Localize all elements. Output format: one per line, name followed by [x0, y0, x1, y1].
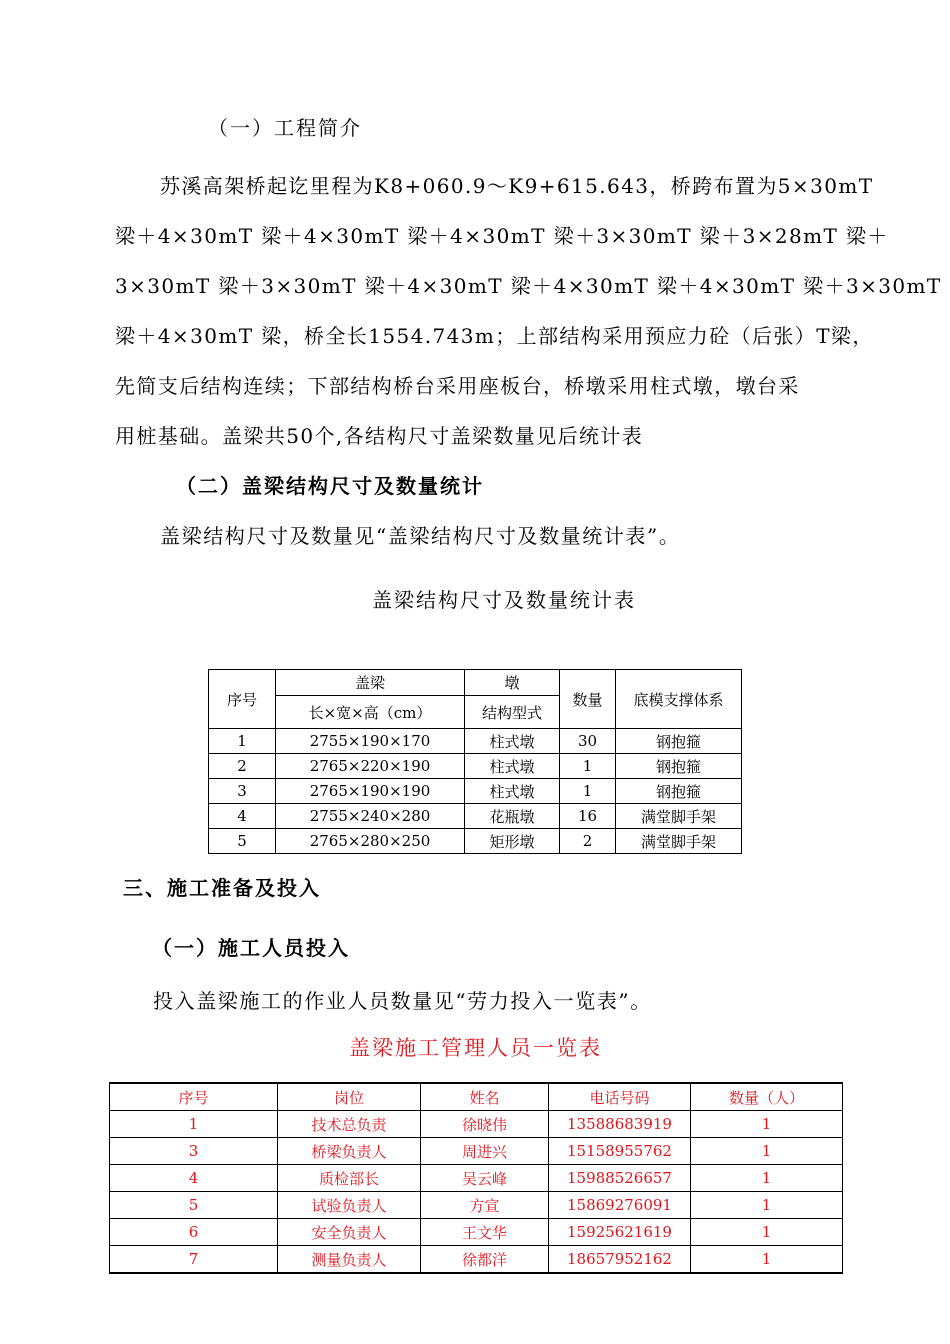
- beam-stats-intro: 盖梁结构尺寸及数量见“盖梁结构尺寸及数量统计表”。: [160, 524, 681, 548]
- table-row: [209, 804, 742, 829]
- header-beam: 盖梁: [276, 670, 465, 696]
- cell-pier: 花瓶墩: [465, 804, 560, 829]
- cell-size: 2755×190×170: [276, 729, 465, 754]
- table-row: [209, 779, 742, 804]
- cell-qty: 30: [560, 729, 616, 754]
- cell-phone: 18657952162: [549, 1246, 691, 1274]
- cell-qty: 1: [560, 779, 616, 804]
- personnel-table-title: 盖梁施工管理人员一览表: [349, 1036, 602, 1060]
- cell-pier: 矩形墩: [465, 829, 560, 854]
- cell-index: 2: [209, 754, 276, 779]
- cell-pier: 柱式墩: [465, 779, 560, 804]
- cell-size: 2765×280×250: [276, 829, 465, 854]
- table-row: [110, 1246, 843, 1274]
- beam-table-title: 盖梁结构尺寸及数量统计表: [372, 588, 636, 612]
- personnel-intro: 投入盖梁施工的作业人员数量见“劳力投入一览表”。: [153, 989, 652, 1013]
- cell-post: 技术总负责: [278, 1111, 421, 1138]
- table-header-row: [209, 670, 742, 696]
- header-phone: 电话号码: [549, 1083, 691, 1111]
- cell-count: 1: [691, 1246, 843, 1274]
- cell-support: 满堂脚手架: [616, 829, 742, 854]
- paragraph-line: 3×30mT 梁＋3×30mT 梁＋4×30mT 梁＋4×30mT 梁＋4×30mT 梁＋3×30mT: [115, 274, 942, 298]
- table-row: [209, 829, 742, 854]
- cell-qty: 16: [560, 804, 616, 829]
- cell-qty: 2: [560, 829, 616, 854]
- cell-size: 2765×220×190: [276, 754, 465, 779]
- cell-post: 安全负责人: [278, 1219, 421, 1246]
- header-name: 姓名: [421, 1083, 549, 1111]
- paragraph-line: 先简支后结构连续；下部结构桥台采用座板台，桥墩采用柱式墩，墩台采: [115, 374, 800, 398]
- header-support: 底模支撑体系: [616, 670, 742, 729]
- cell-index: 4: [110, 1165, 278, 1192]
- cell-post: 桥梁负责人: [278, 1138, 421, 1165]
- section-heading-beam-stats: （二）盖梁结构尺寸及数量统计: [176, 474, 484, 498]
- cell-post: 质检部长: [278, 1165, 421, 1192]
- table-row: [209, 729, 742, 754]
- paragraph-line: 苏溪高架桥起讫里程为K8+060.9～K9+615.643，桥跨布置为5×30mT: [160, 174, 874, 198]
- section-heading-project-intro: （一）工程简介: [208, 116, 362, 140]
- project-description: [115, 161, 942, 461]
- cell-support: 满堂脚手架: [616, 804, 742, 829]
- header-quantity: 数量: [560, 670, 616, 729]
- cell-index: 5: [209, 829, 276, 854]
- cell-phone: 15158955762: [549, 1138, 691, 1165]
- paragraph-line: 用桩基础。盖梁共50个,各结构尺寸盖梁数量见后统计表: [115, 424, 644, 448]
- header-index: 序号: [209, 670, 276, 729]
- paragraph-line: 梁＋4×30mT 梁，桥全长1554.743m；上部结构采用预应力砼（后张）T梁，: [115, 324, 874, 348]
- cell-qty: 1: [560, 754, 616, 779]
- table-row: [110, 1138, 843, 1165]
- cell-post: 测量负责人: [278, 1246, 421, 1274]
- cell-index: 1: [209, 729, 276, 754]
- beam-stats-table: [208, 669, 742, 854]
- cell-count: 1: [691, 1192, 843, 1219]
- paragraph-line: 梁＋4×30mT 梁＋4×30mT 梁＋4×30mT 梁＋3×30mT 梁＋3×28mT 梁＋: [115, 224, 889, 248]
- header-post: 岗位: [278, 1083, 421, 1111]
- cell-pier: 柱式墩: [465, 729, 560, 754]
- cell-name: 王文华: [421, 1219, 549, 1246]
- cell-name: 吴云峰: [421, 1165, 549, 1192]
- cell-index: 4: [209, 804, 276, 829]
- cell-count: 1: [691, 1138, 843, 1165]
- cell-size: 2755×240×280: [276, 804, 465, 829]
- header-index: 序号: [110, 1083, 278, 1111]
- cell-index: 5: [110, 1192, 278, 1219]
- cell-count: 1: [691, 1165, 843, 1192]
- cell-pier: 柱式墩: [465, 754, 560, 779]
- personnel-table: [109, 1082, 843, 1274]
- cell-size: 2765×190×190: [276, 779, 465, 804]
- cell-name: 徐都洋: [421, 1246, 549, 1274]
- cell-count: 1: [691, 1111, 843, 1138]
- cell-index: 1: [110, 1111, 278, 1138]
- cell-phone: 15869276091: [549, 1192, 691, 1219]
- table-row: [209, 754, 742, 779]
- cell-phone: 15925621619: [549, 1219, 691, 1246]
- cell-index: 3: [209, 779, 276, 804]
- table-row: [110, 1111, 843, 1138]
- cell-index: 6: [110, 1219, 278, 1246]
- table-row: [110, 1219, 843, 1246]
- header-count: 数量（人）: [691, 1083, 843, 1111]
- cell-support: 钢抱箍: [616, 729, 742, 754]
- cell-name: 周进兴: [421, 1138, 549, 1165]
- section-heading-preparation: 三、施工准备及投入: [123, 876, 321, 900]
- header-beam-size: 长×宽×高（cm）: [276, 696, 465, 729]
- cell-name: 徐晓伟: [421, 1111, 549, 1138]
- cell-phone: 13588683919: [549, 1111, 691, 1138]
- cell-phone: 15988526657: [549, 1165, 691, 1192]
- cell-support: 钢抱箍: [616, 779, 742, 804]
- header-pier: 墩: [465, 670, 560, 696]
- cell-index: 7: [110, 1246, 278, 1274]
- section-heading-personnel: （一）施工人员投入: [152, 936, 350, 960]
- header-pier-type: 结构型式: [465, 696, 560, 729]
- table-row: [110, 1165, 843, 1192]
- table-row: [110, 1192, 843, 1219]
- cell-name: 方宣: [421, 1192, 549, 1219]
- cell-count: 1: [691, 1219, 843, 1246]
- cell-post: 试验负责人: [278, 1192, 421, 1219]
- cell-index: 3: [110, 1138, 278, 1165]
- cell-support: 钢抱箍: [616, 754, 742, 779]
- table-header-row: [110, 1083, 843, 1111]
